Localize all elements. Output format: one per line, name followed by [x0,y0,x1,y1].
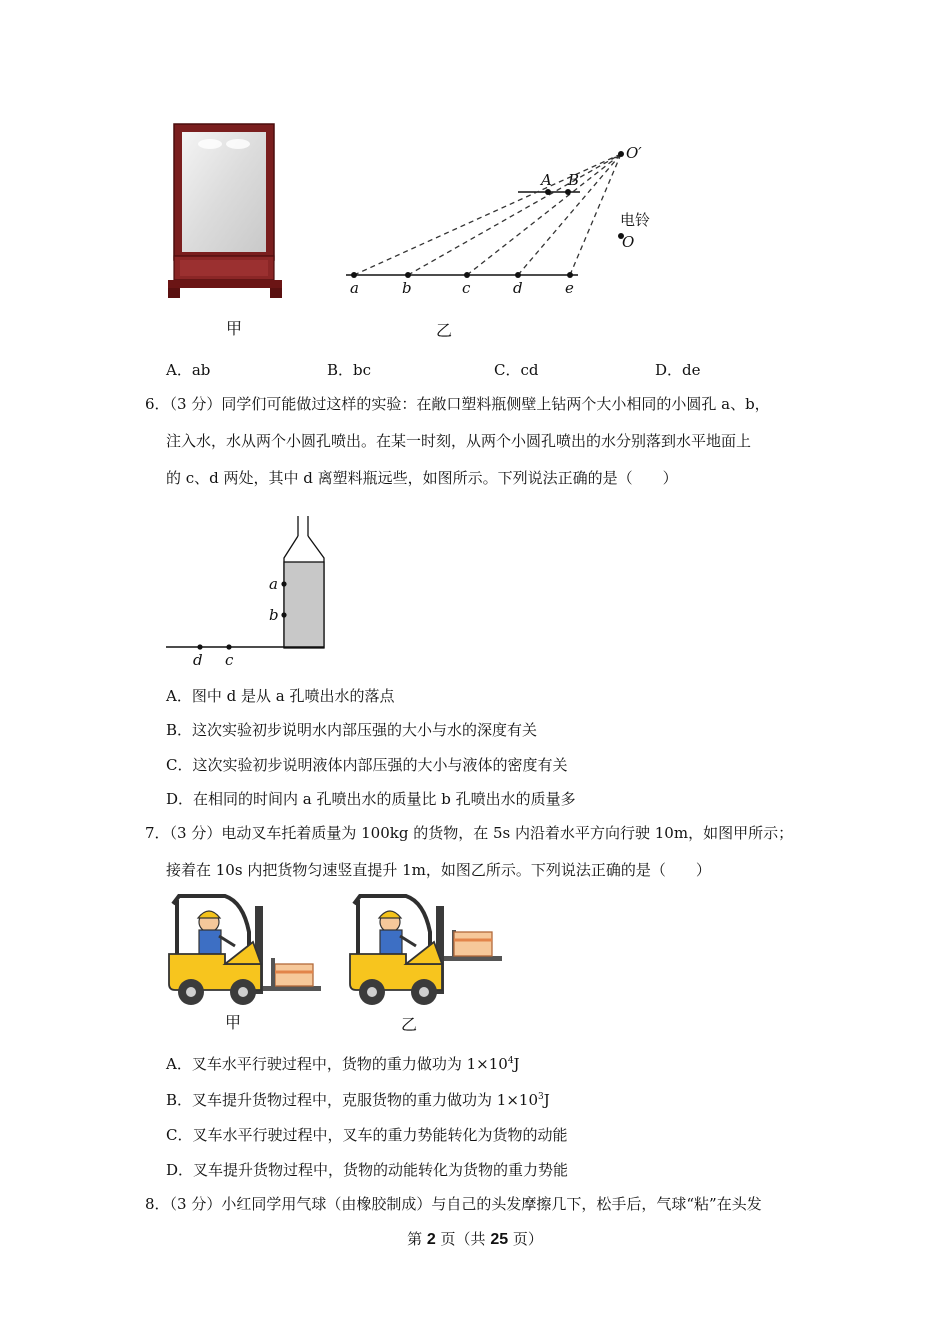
q6-stem-line2: 注入水，水从两个小圆孔喷出。在某一时刻，从两个小圆孔喷出的水分别落到水平地面上 [166,432,752,450]
ground-point-b: b [402,279,412,297]
q6-option-a[interactable]: A．图中 d 是从 a 孔喷出水的落点 [166,687,395,705]
q5-option-b[interactable]: B．bc [327,361,372,379]
point-B-label: B [568,171,580,189]
electric-bell-label: 电铃 [620,211,651,229]
q7-stem-line1: 7．（3 分）电动叉车托着质量为 100kg 的货物，在 5s 内沿着水平方向行驶 10m，如图甲所示； [145,824,794,842]
q8-stem-line1: 8．（3 分）小红同学用气球（由橡胶制成）与自己的头发摩擦几下，松手后，气球“粘”在头发 [145,1195,762,1213]
point-o-prime-label: O′ [626,144,642,162]
forklift-jia-figure [165,892,325,1010]
footer-middle: 页（共 [440,1230,486,1248]
forklift-yi-caption: 乙 [401,1015,418,1034]
q7-option-b-unit: J [543,1091,550,1109]
q7-stem-line2: 接着在 10s 内把货物匀速竖直提升 1m，如图乙所示。下列说法正确的是（ ） [166,861,711,879]
page-footer [0,1229,950,1250]
current-page-number: 2 [426,1231,436,1248]
q5-option-a[interactable]: A．ab [166,361,211,379]
q7-option-a-exponent: 4 [507,1056,514,1066]
q7-option-d[interactable]: D．叉车提升货物过程中，货物的动能转化为货物的重力势能 [166,1161,569,1179]
spot-c-label: c [225,651,234,669]
q6-option-b[interactable]: B．这次实验初步说明水内部压强的大小与水的深度有关 [166,721,538,739]
q7-option-a-text: A．叉车水平行驶过程中，货物的重力做功为 1×10 [166,1055,508,1073]
bottle-experiment-figure [160,510,340,660]
hole-a-label: a [269,575,278,593]
q7-option-b-text: B．叉车提升货物过程中，克服货物的重力做功为 1×10 [166,1091,538,1109]
ground-point-a: a [350,279,359,297]
q6-option-d[interactable]: D．在相同的时间内 a 孔喷出水的质量比 b 孔喷出水的质量多 [166,790,576,808]
q7-option-b-exponent: 3 [538,1092,544,1102]
mirror-figure [160,120,290,302]
footer-prefix: 第 [407,1230,423,1248]
ground-point-c: c [462,279,471,297]
q6-stem-line1: 6．（3 分）同学们可能做过这样的实验：在敞口塑料瓶侧壁上钻两个大小相同的小圆孔 a、b， [145,395,770,413]
total-page-number: 25 [490,1231,509,1248]
q7-option-c[interactable]: C．叉车水平行驶过程中，叉车的重力势能转化为货物的动能 [166,1126,568,1144]
q5-option-c[interactable]: C．cd [494,361,539,379]
ground-point-d: d [513,279,523,297]
footer-suffix: 页） [512,1230,543,1248]
point-o-label: O [622,233,635,251]
ground-point-e: e [565,279,574,297]
ray-diagram-caption: 乙 [436,321,453,340]
spot-d-label: d [193,651,203,669]
q7-option-b[interactable] [166,1090,550,1110]
q6-option-c[interactable]: C．这次实验初步说明液体内部压强的大小与液体的密度有关 [166,756,568,774]
q6-stem-line3: 的 c、d 两处，其中 d 离塑料瓶远些，如图所示。下列说法正确的是（ ） [166,469,678,487]
q7-option-a[interactable] [166,1054,520,1074]
forklift-yi-figure [346,892,506,1010]
forklift-jia-caption: 甲 [225,1013,242,1032]
q7-option-a-unit: J [513,1055,520,1073]
q5-option-d[interactable]: D．de [655,361,701,379]
mirror-caption: 甲 [226,319,243,338]
hole-b-label: b [269,606,279,624]
point-A-label: A [541,171,552,189]
